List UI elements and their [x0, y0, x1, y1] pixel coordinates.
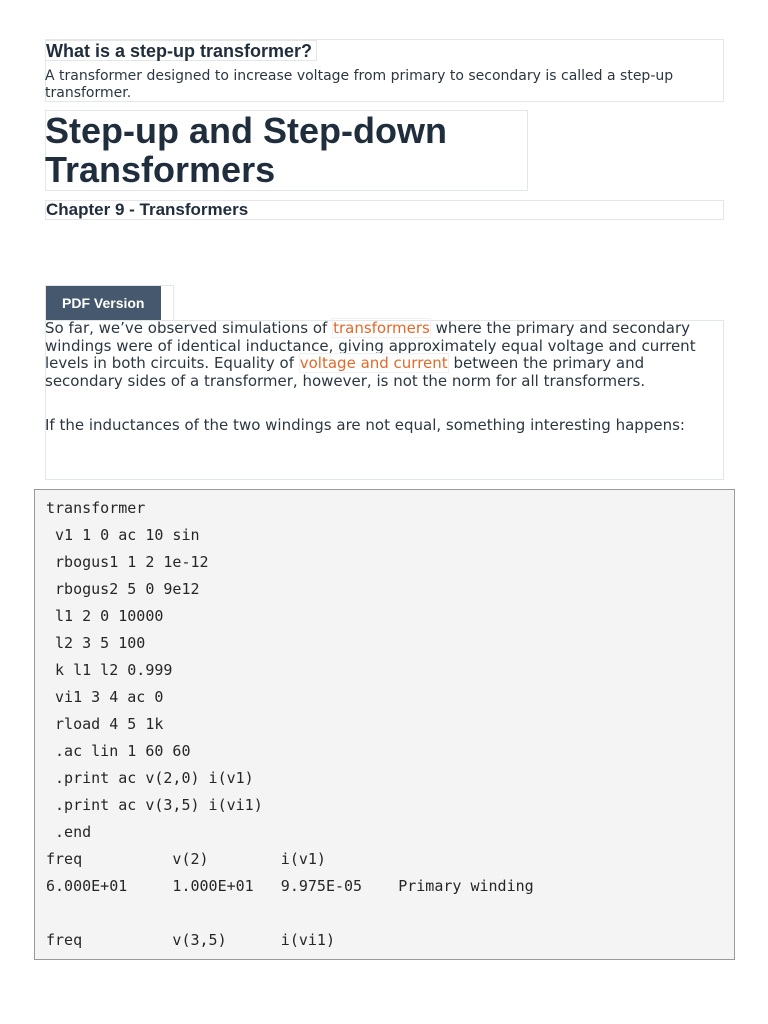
- paragraph-text: So far, we’ve observed simulations of: [45, 319, 333, 337]
- transformers-link[interactable]: transformers: [333, 319, 430, 337]
- pdf-version-button[interactable]: PDF Version: [46, 286, 161, 320]
- voltage-and-current-link[interactable]: voltage and current: [299, 354, 448, 372]
- faq-question: What is a step-up transformer?: [45, 40, 317, 61]
- chapter-heading: Chapter 9 - Transformers: [45, 200, 724, 220]
- followup-paragraph: If the inductances of the two windings are not equal, something interesting happens:: [45, 416, 685, 434]
- spice-netlist-text: transformer v1 1 0 ac 10 sin rbogus1 1 2 1e-12 rbogus2 5 0 9e12 l1 2 0 10000 l2 3 5 100 k l1 l2 0.999 vi1 3 4 ac 0 rload 4 5 1k .ac lin 1 60 60 .print ac v(2,0) i(v1) .print ac v(3,5) i(vi1) .end freq v(2) i(v1) 6.000E+01 1.000E+01 9.975E-05 Primary winding freq v(3,5) i(vi1): [46, 499, 534, 949]
- paragraph-text: where the primary and secondary windings were of identical inductance, giving approximately equal voltage and current levels in both circuits. Equality of: [45, 319, 696, 372]
- paragraph-text: between the primary and secondary sides of a transformer, however, is not the norm for all transformers.: [45, 354, 646, 390]
- page-title: Step-up and Step-down Transformers: [45, 110, 447, 190]
- faq-answer: A transformer designed to increase voltage from primary to secondary is called a step-up transformer.: [45, 68, 674, 101]
- intro-paragraph: [45, 320, 723, 390]
- spice-code-block: [34, 489, 735, 960]
